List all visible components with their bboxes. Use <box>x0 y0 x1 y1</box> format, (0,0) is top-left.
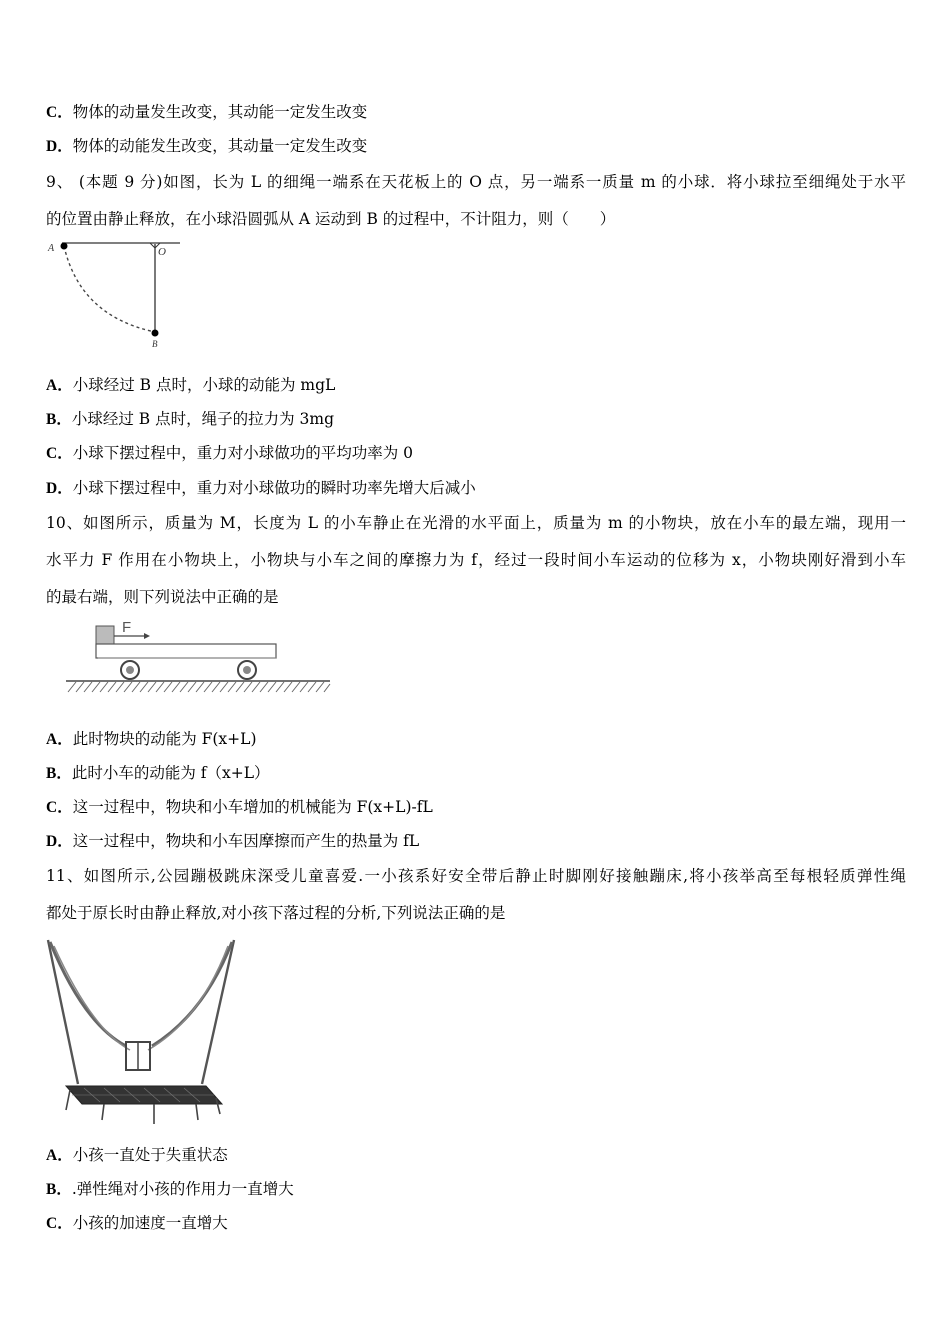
left-pole <box>48 940 78 1084</box>
option-text: 此时物块的动能为 F(x+L) <box>72 730 257 748</box>
q10-cart-figure <box>62 614 334 698</box>
label-f: F <box>122 619 132 636</box>
option-label: C． <box>46 1215 73 1232</box>
option-text: 物体的动量发生改变，其动能一定发生改变 <box>72 103 368 121</box>
q11-stem-line-2: 都处于原长时由静止释放,对小孩下落过程的分析,下列说法正确的是 <box>46 904 506 922</box>
q11-option-a <box>46 1145 228 1166</box>
option-label: B． <box>46 411 72 428</box>
q11-stem-line-1: 11、如图所示,公园蹦极跳床深受儿童喜爱.一小孩系好安全带后静止时脚刚好接触蹦床,将小孩举高至每根轻质弹性绳 <box>46 867 906 885</box>
q9-option-d <box>46 478 476 499</box>
q9-option-a <box>46 375 335 396</box>
q8-option-d <box>46 136 367 157</box>
ball-a <box>61 243 68 250</box>
option-text: 这一过程中，物块和小车增加的机械能为 F(x+L)-fL <box>72 798 433 816</box>
option-label: A． <box>46 377 73 394</box>
leg <box>102 1104 104 1120</box>
option-label: D． <box>46 833 73 850</box>
option-label: C． <box>46 104 73 121</box>
force-arrowhead <box>144 633 150 639</box>
q9-option-b <box>46 409 334 430</box>
right-cord-2 <box>148 946 228 1050</box>
option-text: .弹性绳对小孩的作用力一直增大 <box>71 1180 294 1198</box>
left-cord <box>50 942 126 1046</box>
wheel-right-hub <box>243 666 251 674</box>
q11-option-b <box>46 1179 294 1200</box>
ball-b <box>152 330 159 337</box>
option-text: 小球经过 B 点时，小球的动能为 mgL <box>72 376 336 394</box>
leg <box>66 1090 70 1110</box>
option-text: 小球下摆过程中，重力对小球做功的瞬时功率先增大后减小 <box>72 479 476 497</box>
block <box>96 626 114 644</box>
q11-trampoline-figure <box>44 934 244 1134</box>
q9-pendulum-figure <box>44 236 194 352</box>
q10-option-b <box>46 763 270 784</box>
option-text: 小球下摆过程中，重力对小球做功的平均功率为 0 <box>72 444 413 462</box>
q10-stem-line-1: 10、如图所示，质量为 M，长度为 L 的小车静止在光滑的水平面上，质量为 m 的小物块，放在小车的最左端，现用一 <box>46 514 906 532</box>
option-label: A． <box>46 731 73 748</box>
leg <box>196 1104 198 1120</box>
option-label: D． <box>46 138 73 155</box>
label-o: O <box>158 246 166 258</box>
arc-path <box>64 246 155 332</box>
q10-option-d <box>46 831 419 852</box>
q9-stem-line-1: 9、 (本题 9 分)如图，长为 L 的细绳一端系在天花板上的 O 点，另一端系一质量 m 的小球．将小球拉至细绳处于水平 <box>46 173 906 191</box>
option-text: 这一过程中，物块和小车因摩擦而产生的热量为 fL <box>72 832 420 850</box>
option-text: 小球经过 B 点时，绳子的拉力为 3mg <box>71 410 334 428</box>
q9-option-c <box>46 443 413 464</box>
right-pole <box>202 940 234 1084</box>
label-a: A <box>48 243 55 254</box>
left-cord-2 <box>54 946 130 1050</box>
option-label: C． <box>46 445 73 462</box>
q8-option-c <box>46 102 367 123</box>
label-b: B <box>152 339 158 349</box>
q10-stem-line-3: 的最右端，则下列说法中正确的是 <box>46 588 279 606</box>
q9-stem-line-2: 的位置由静止释放，在小球沿圆弧从 A 运动到 B 的过程中，不计阻力，则（ ） <box>46 210 616 228</box>
option-label: D． <box>46 480 73 497</box>
q10-option-a <box>46 729 257 750</box>
cart-body <box>96 644 276 658</box>
option-label: B． <box>46 1181 72 1198</box>
wheel-left-hub <box>126 666 134 674</box>
q11-option-c <box>46 1213 228 1234</box>
option-text: 此时小车的动能为 f（x+L） <box>71 764 270 782</box>
right-cord <box>152 942 232 1046</box>
option-label: A． <box>46 1147 73 1164</box>
ceiling-mount <box>150 243 155 248</box>
q10-option-c <box>46 797 433 818</box>
ground-hatching <box>68 682 330 692</box>
option-label: C． <box>46 799 73 816</box>
option-label: B． <box>46 765 72 782</box>
option-text: 小孩一直处于失重状态 <box>72 1146 228 1164</box>
option-text: 物体的动能发生改变，其动量一定发生改变 <box>72 137 368 155</box>
q10-stem-line-2: 水平力 F 作用在小物块上，小物块与小车之间的摩擦力为 f，经过一段时间小车运动的位移为 x，小物块刚好滑到小车 <box>46 551 906 569</box>
option-text: 小孩的加速度一直增大 <box>72 1214 228 1232</box>
